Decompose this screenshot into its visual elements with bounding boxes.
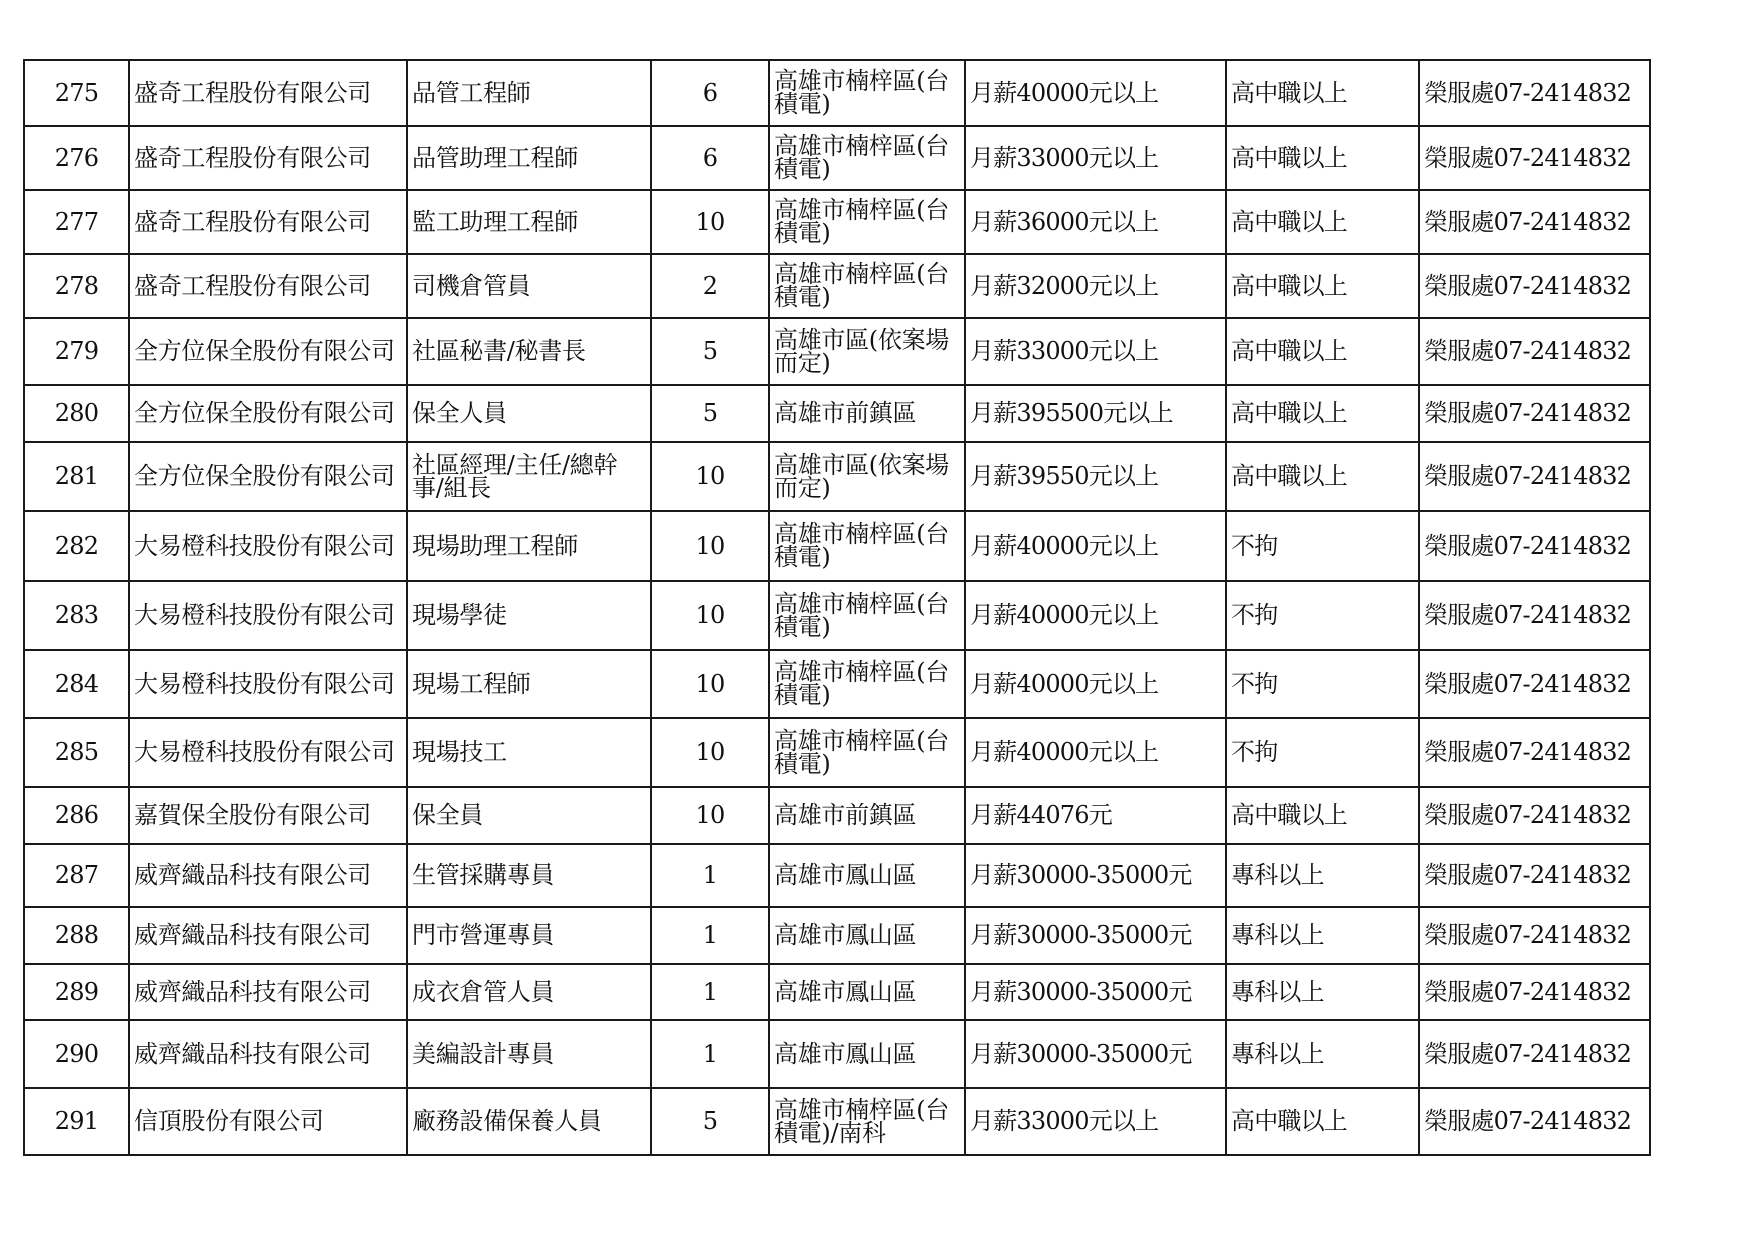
- cell-job-title: 美編設計專員: [407, 1020, 651, 1088]
- cell-company: 盛奇工程股份有限公司: [129, 60, 407, 126]
- cell-contact: 榮服處07-2414832: [1419, 254, 1650, 318]
- cell-company: 全方位保全股份有限公司: [129, 385, 407, 442]
- cell-openings: 1: [651, 844, 769, 907]
- table-row: [24, 581, 1650, 650]
- cell-salary: 月薪44076元: [965, 787, 1226, 844]
- cell-location: 高雄市楠梓區(台積電): [769, 254, 965, 318]
- cell-job-title: 保全人員: [407, 385, 651, 442]
- cell-contact: 榮服處07-2414832: [1419, 511, 1650, 581]
- cell-company: 大易橙科技股份有限公司: [129, 581, 407, 650]
- cell-salary: 月薪33000元以上: [965, 126, 1226, 190]
- cell-contact: 榮服處07-2414832: [1419, 318, 1650, 385]
- cell-education: 專科以上: [1226, 844, 1419, 907]
- cell-number: 284: [24, 650, 129, 718]
- cell-salary: 月薪40000元以上: [965, 60, 1226, 126]
- cell-company: 大易橙科技股份有限公司: [129, 718, 407, 787]
- job-listings-table: [23, 59, 1651, 1156]
- cell-company: 盛奇工程股份有限公司: [129, 190, 407, 254]
- cell-salary: 月薪30000-35000元: [965, 1020, 1226, 1088]
- cell-company: 大易橙科技股份有限公司: [129, 511, 407, 581]
- cell-education: 不拘: [1226, 581, 1419, 650]
- cell-job-title: 生管採購專員: [407, 844, 651, 907]
- cell-number: 280: [24, 385, 129, 442]
- job-rows: [24, 60, 1650, 1155]
- cell-number: 276: [24, 126, 129, 190]
- table-row: [24, 385, 1650, 442]
- cell-openings: 1: [651, 964, 769, 1020]
- cell-openings: 1: [651, 907, 769, 964]
- cell-contact: 榮服處07-2414832: [1419, 907, 1650, 964]
- cell-company: 威齊織品科技有限公司: [129, 1020, 407, 1088]
- table-row: [24, 1020, 1650, 1088]
- cell-job-title: 司機倉管員: [407, 254, 651, 318]
- cell-education: 高中職以上: [1226, 126, 1419, 190]
- cell-contact: 榮服處07-2414832: [1419, 581, 1650, 650]
- cell-location: 高雄市鳳山區: [769, 1020, 965, 1088]
- cell-job-title: 品管工程師: [407, 60, 651, 126]
- cell-education: 專科以上: [1226, 907, 1419, 964]
- cell-job-title: 廠務設備保養人員: [407, 1088, 651, 1155]
- table-row: [24, 1088, 1650, 1155]
- cell-contact: 榮服處07-2414832: [1419, 385, 1650, 442]
- cell-openings: 1: [651, 1020, 769, 1088]
- cell-company: 威齊織品科技有限公司: [129, 907, 407, 964]
- cell-openings: 10: [651, 718, 769, 787]
- cell-contact: 榮服處07-2414832: [1419, 442, 1650, 511]
- cell-openings: 5: [651, 1088, 769, 1155]
- cell-company: 全方位保全股份有限公司: [129, 318, 407, 385]
- table-row: [24, 318, 1650, 385]
- table-row: [24, 718, 1650, 787]
- cell-contact: 榮服處07-2414832: [1419, 1020, 1650, 1088]
- cell-company: 信頂股份有限公司: [129, 1088, 407, 1155]
- cell-location: 高雄市前鎮區: [769, 385, 965, 442]
- cell-salary: 月薪32000元以上: [965, 254, 1226, 318]
- table-row: [24, 126, 1650, 190]
- cell-location: 高雄市鳳山區: [769, 844, 965, 907]
- cell-number: 290: [24, 1020, 129, 1088]
- cell-salary: 月薪39550元以上: [965, 442, 1226, 511]
- cell-openings: 2: [651, 254, 769, 318]
- cell-number: 281: [24, 442, 129, 511]
- table-row: [24, 650, 1650, 718]
- cell-education: 專科以上: [1226, 1020, 1419, 1088]
- cell-job-title: 現場學徒: [407, 581, 651, 650]
- cell-education: 不拘: [1226, 511, 1419, 581]
- cell-job-title: 門市營運專員: [407, 907, 651, 964]
- table-row: [24, 511, 1650, 581]
- cell-openings: 10: [651, 190, 769, 254]
- cell-education: 高中職以上: [1226, 318, 1419, 385]
- cell-number: 277: [24, 190, 129, 254]
- cell-location: 高雄市區(依案場而定): [769, 442, 965, 511]
- table-row: [24, 844, 1650, 907]
- cell-company: 威齊織品科技有限公司: [129, 844, 407, 907]
- cell-job-title: 成衣倉管人員: [407, 964, 651, 1020]
- cell-number: 288: [24, 907, 129, 964]
- cell-contact: 榮服處07-2414832: [1419, 787, 1650, 844]
- cell-job-title: 品管助理工程師: [407, 126, 651, 190]
- cell-openings: 6: [651, 126, 769, 190]
- cell-location: 高雄市鳳山區: [769, 907, 965, 964]
- cell-openings: 5: [651, 318, 769, 385]
- cell-salary: 月薪40000元以上: [965, 650, 1226, 718]
- cell-education: 不拘: [1226, 650, 1419, 718]
- cell-job-title: 現場工程師: [407, 650, 651, 718]
- cell-salary: 月薪395500元以上: [965, 385, 1226, 442]
- cell-salary: 月薪36000元以上: [965, 190, 1226, 254]
- cell-contact: 榮服處07-2414832: [1419, 1088, 1650, 1155]
- cell-contact: 榮服處07-2414832: [1419, 126, 1650, 190]
- cell-openings: 10: [651, 650, 769, 718]
- cell-location: 高雄市楠梓區(台積電): [769, 718, 965, 787]
- cell-salary: 月薪30000-35000元: [965, 964, 1226, 1020]
- cell-number: 282: [24, 511, 129, 581]
- table-row: [24, 907, 1650, 964]
- cell-salary: 月薪30000-35000元: [965, 907, 1226, 964]
- cell-job-title: 社區秘書/秘書長: [407, 318, 651, 385]
- cell-job-title: 現場助理工程師: [407, 511, 651, 581]
- cell-company: 大易橙科技股份有限公司: [129, 650, 407, 718]
- table-row: [24, 190, 1650, 254]
- cell-number: 275: [24, 60, 129, 126]
- cell-location: 高雄市楠梓區(台積電): [769, 190, 965, 254]
- cell-number: 286: [24, 787, 129, 844]
- cell-openings: 5: [651, 385, 769, 442]
- cell-education: 專科以上: [1226, 964, 1419, 1020]
- cell-education: 高中職以上: [1226, 1088, 1419, 1155]
- cell-salary: 月薪40000元以上: [965, 718, 1226, 787]
- cell-contact: 榮服處07-2414832: [1419, 60, 1650, 126]
- cell-number: 289: [24, 964, 129, 1020]
- table-row: [24, 787, 1650, 844]
- cell-location: 高雄市區(依案場而定): [769, 318, 965, 385]
- cell-location: 高雄市楠梓區(台積電): [769, 650, 965, 718]
- cell-education: 高中職以上: [1226, 190, 1419, 254]
- cell-number: 279: [24, 318, 129, 385]
- table-row: [24, 964, 1650, 1020]
- cell-education: 高中職以上: [1226, 60, 1419, 126]
- cell-salary: 月薪40000元以上: [965, 581, 1226, 650]
- cell-salary: 月薪30000-35000元: [965, 844, 1226, 907]
- cell-location: 高雄市鳳山區: [769, 964, 965, 1020]
- cell-salary: 月薪40000元以上: [965, 511, 1226, 581]
- cell-location: 高雄市楠梓區(台積電): [769, 581, 965, 650]
- cell-salary: 月薪33000元以上: [965, 318, 1226, 385]
- cell-job-title: 現場技工: [407, 718, 651, 787]
- cell-contact: 榮服處07-2414832: [1419, 718, 1650, 787]
- cell-contact: 榮服處07-2414832: [1419, 190, 1650, 254]
- cell-location: 高雄市前鎮區: [769, 787, 965, 844]
- cell-openings: 10: [651, 511, 769, 581]
- cell-company: 威齊織品科技有限公司: [129, 964, 407, 1020]
- cell-number: 287: [24, 844, 129, 907]
- cell-location: 高雄市楠梓區(台積電): [769, 511, 965, 581]
- cell-openings: 10: [651, 442, 769, 511]
- cell-number: 278: [24, 254, 129, 318]
- cell-education: 高中職以上: [1226, 385, 1419, 442]
- cell-company: 盛奇工程股份有限公司: [129, 126, 407, 190]
- cell-number: 285: [24, 718, 129, 787]
- cell-education: 高中職以上: [1226, 442, 1419, 511]
- cell-number: 291: [24, 1088, 129, 1155]
- table-row: [24, 442, 1650, 511]
- cell-job-title: 保全員: [407, 787, 651, 844]
- cell-openings: 6: [651, 60, 769, 126]
- cell-location: 高雄市楠梓區(台積電): [769, 126, 965, 190]
- cell-openings: 10: [651, 581, 769, 650]
- cell-number: 283: [24, 581, 129, 650]
- cell-company: 全方位保全股份有限公司: [129, 442, 407, 511]
- cell-contact: 榮服處07-2414832: [1419, 844, 1650, 907]
- cell-education: 高中職以上: [1226, 787, 1419, 844]
- table-row: [24, 254, 1650, 318]
- cell-salary: 月薪33000元以上: [965, 1088, 1226, 1155]
- cell-contact: 榮服處07-2414832: [1419, 650, 1650, 718]
- cell-location: 高雄市楠梓區(台積電): [769, 60, 965, 126]
- cell-job-title: 社區經理/主任/總幹事/組長: [407, 442, 651, 511]
- cell-company: 嘉賀保全股份有限公司: [129, 787, 407, 844]
- cell-company: 盛奇工程股份有限公司: [129, 254, 407, 318]
- cell-contact: 榮服處07-2414832: [1419, 964, 1650, 1020]
- cell-job-title: 監工助理工程師: [407, 190, 651, 254]
- cell-education: 不拘: [1226, 718, 1419, 787]
- table-row: [24, 60, 1650, 126]
- cell-location: 高雄市楠梓區(台積電)/南科: [769, 1088, 965, 1155]
- cell-education: 高中職以上: [1226, 254, 1419, 318]
- cell-openings: 10: [651, 787, 769, 844]
